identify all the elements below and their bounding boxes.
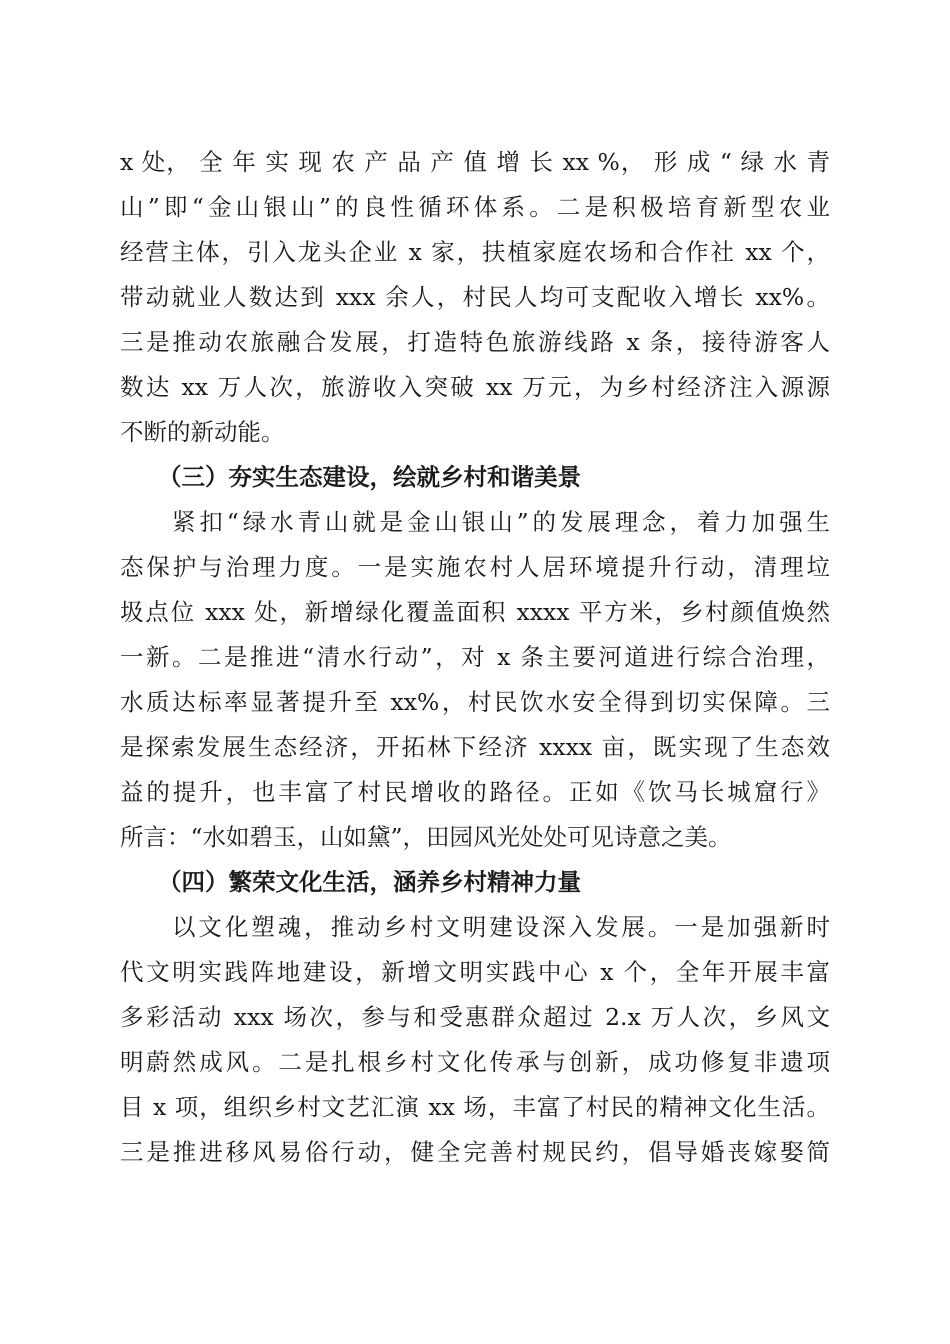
paragraph-line: 三是推动农旅融合发展，打造特色旅游线路 x 条，接待游客人 — [120, 328, 830, 356]
paragraph-line: 目 x 项，组织乡村文艺汇演 xx 场，丰富了村民的精神文化生活。 — [120, 1093, 830, 1121]
paragraph-line: 所言：“水如碧玉，山如黛”，田园风光处处可见诗意之美。 — [120, 823, 732, 851]
paragraph-line: 态保护与治理力度。一是实施农村人居环境提升行动，清理垃 — [120, 553, 830, 581]
paragraph-line: 紧扣“绿水青山就是金山银山”的发展理念，着力加强生 — [172, 508, 830, 536]
paragraph-line: 不断的新动能。 — [120, 418, 285, 446]
paragraph-line: 数达 xx 万人次，旅游收入突破 xx 万元，为乡村经济注入源源 — [120, 373, 830, 401]
paragraph-line: 明蔚然成风。二是扎根乡村文化传承与创新，成功修复非遗项 — [120, 1048, 830, 1076]
document-body — [120, 140, 830, 1175]
paragraph-line: 山”即“金山银山”的良性循环体系。二是积极培育新型农业 — [120, 193, 830, 221]
paragraph-line: 一新。二是推进“清水行动”，对 x 条主要河道进行综合治理， — [120, 643, 830, 671]
paragraph-line: 多彩活动 xxx 场次，参与和受惠群众超过 2.x 万人次，乡风文 — [120, 1003, 830, 1031]
section-3 — [120, 455, 830, 860]
section-2-continuation — [120, 140, 830, 455]
paragraph-line: 经营主体，引入龙头企业 x 家，扶植家庭农场和合作社 xx 个， — [120, 238, 830, 266]
paragraph-line: 是探索发展生态经济，开拓林下经济 xxxx 亩，既实现了生态效 — [120, 733, 830, 761]
paragraph-line: 益的提升，也丰富了村民增收的路径。正如《饮马长城窟行》 — [120, 778, 830, 806]
paragraph-line: 水质达标率显著提升至 xx%，村民饮水安全得到切实保障。三 — [120, 688, 830, 716]
paragraph-line: 圾点位 xxx 处，新增绿化覆盖面积 xxxx 平方米，乡村颜值焕然 — [120, 598, 830, 626]
paragraph-line: 以文化塑魂，推动乡村文明建设深入发展。一是加强新时 — [172, 913, 830, 941]
section-heading: （四）繁荣文化生活，涵养乡村精神力量 — [158, 868, 581, 896]
paragraph-line: 三是推进移风易俗行动，健全完善村规民约，倡导婚丧嫁娶简 — [120, 1138, 830, 1166]
section-heading: （三）夯实生态建设，绘就乡村和谐美景 — [158, 463, 581, 491]
paragraph-line: x 处， 全 年 实 现 农 产 品 产 值 增 长 xx %， 形 成 “ 绿 水 青 — [120, 148, 830, 176]
paragraph-line: 带动就业人数达到 xxx 余人，村民人均可支配收入增长 xx%。 — [120, 283, 830, 311]
section-4 — [120, 860, 830, 1175]
paragraph-line: 代文明实践阵地建设，新增文明实践中心 x 个，全年开展丰富 — [120, 958, 830, 986]
